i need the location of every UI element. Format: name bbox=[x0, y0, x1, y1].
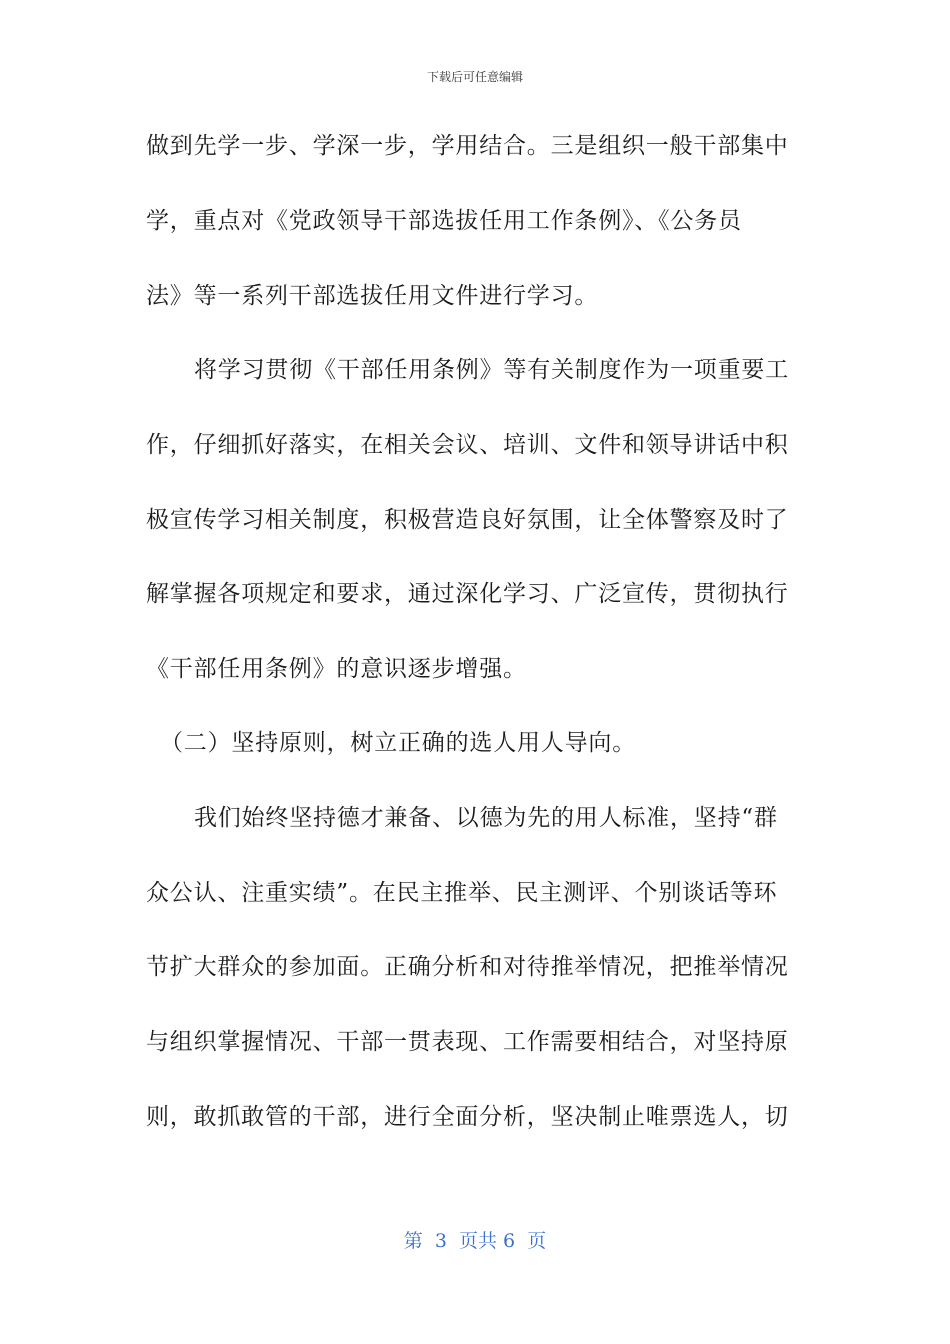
body-line: 节扩大群众的参加面。正确分析和对待推举情况，把推举情况 bbox=[146, 954, 789, 980]
body-line: 作，仔细抓好落实，在相关会议、培训、文件和领导讲话中积 bbox=[146, 432, 789, 458]
body-line: 法》等一系列干部选拔任用文件进行学习。 bbox=[146, 283, 599, 309]
body-line: 做到先学一步、学深一步，学用结合。三是组织一般干部集中 bbox=[146, 133, 789, 159]
body-line: 《干部任用条例》的意识逐步增强。 bbox=[146, 656, 527, 682]
body-line: 与组织掌握情况、干部一贯表现、工作需要相结合，对坚持原 bbox=[146, 1029, 789, 1055]
body-line: 学，重点对《党政领导干部选拔任用工作条例》、《公务员 bbox=[146, 208, 742, 234]
page-number-footer: 第 3 页共 6 页 bbox=[403, 1230, 547, 1252]
section-heading: （二）坚持原则，树立正确的选人用人导向。 bbox=[160, 730, 636, 756]
body-line: 极宣传学习相关制度，积极营造良好氛围，让全体警察及时了 bbox=[146, 507, 789, 533]
paragraph-start-line: 我们始终坚持德才兼备、以德为先的用人标准，坚持“群 bbox=[194, 805, 778, 831]
body-line: 众公认、注重实绩”。在民主推举、民主测评、个别谈话等环 bbox=[146, 880, 778, 906]
header-note: 下载后可任意编辑 bbox=[426, 70, 523, 84]
paragraph-start-line: 将学习贯彻《干部任用条例》等有关制度作为一项重要工 bbox=[194, 357, 789, 383]
body-line: 解掌握各项规定和要求，通过深化学习、广泛宣传，贯彻执行 bbox=[146, 581, 789, 607]
body-line: 则，敢抓敢管的干部，进行全面分析，坚决制止唯票选人，切 bbox=[146, 1104, 789, 1130]
